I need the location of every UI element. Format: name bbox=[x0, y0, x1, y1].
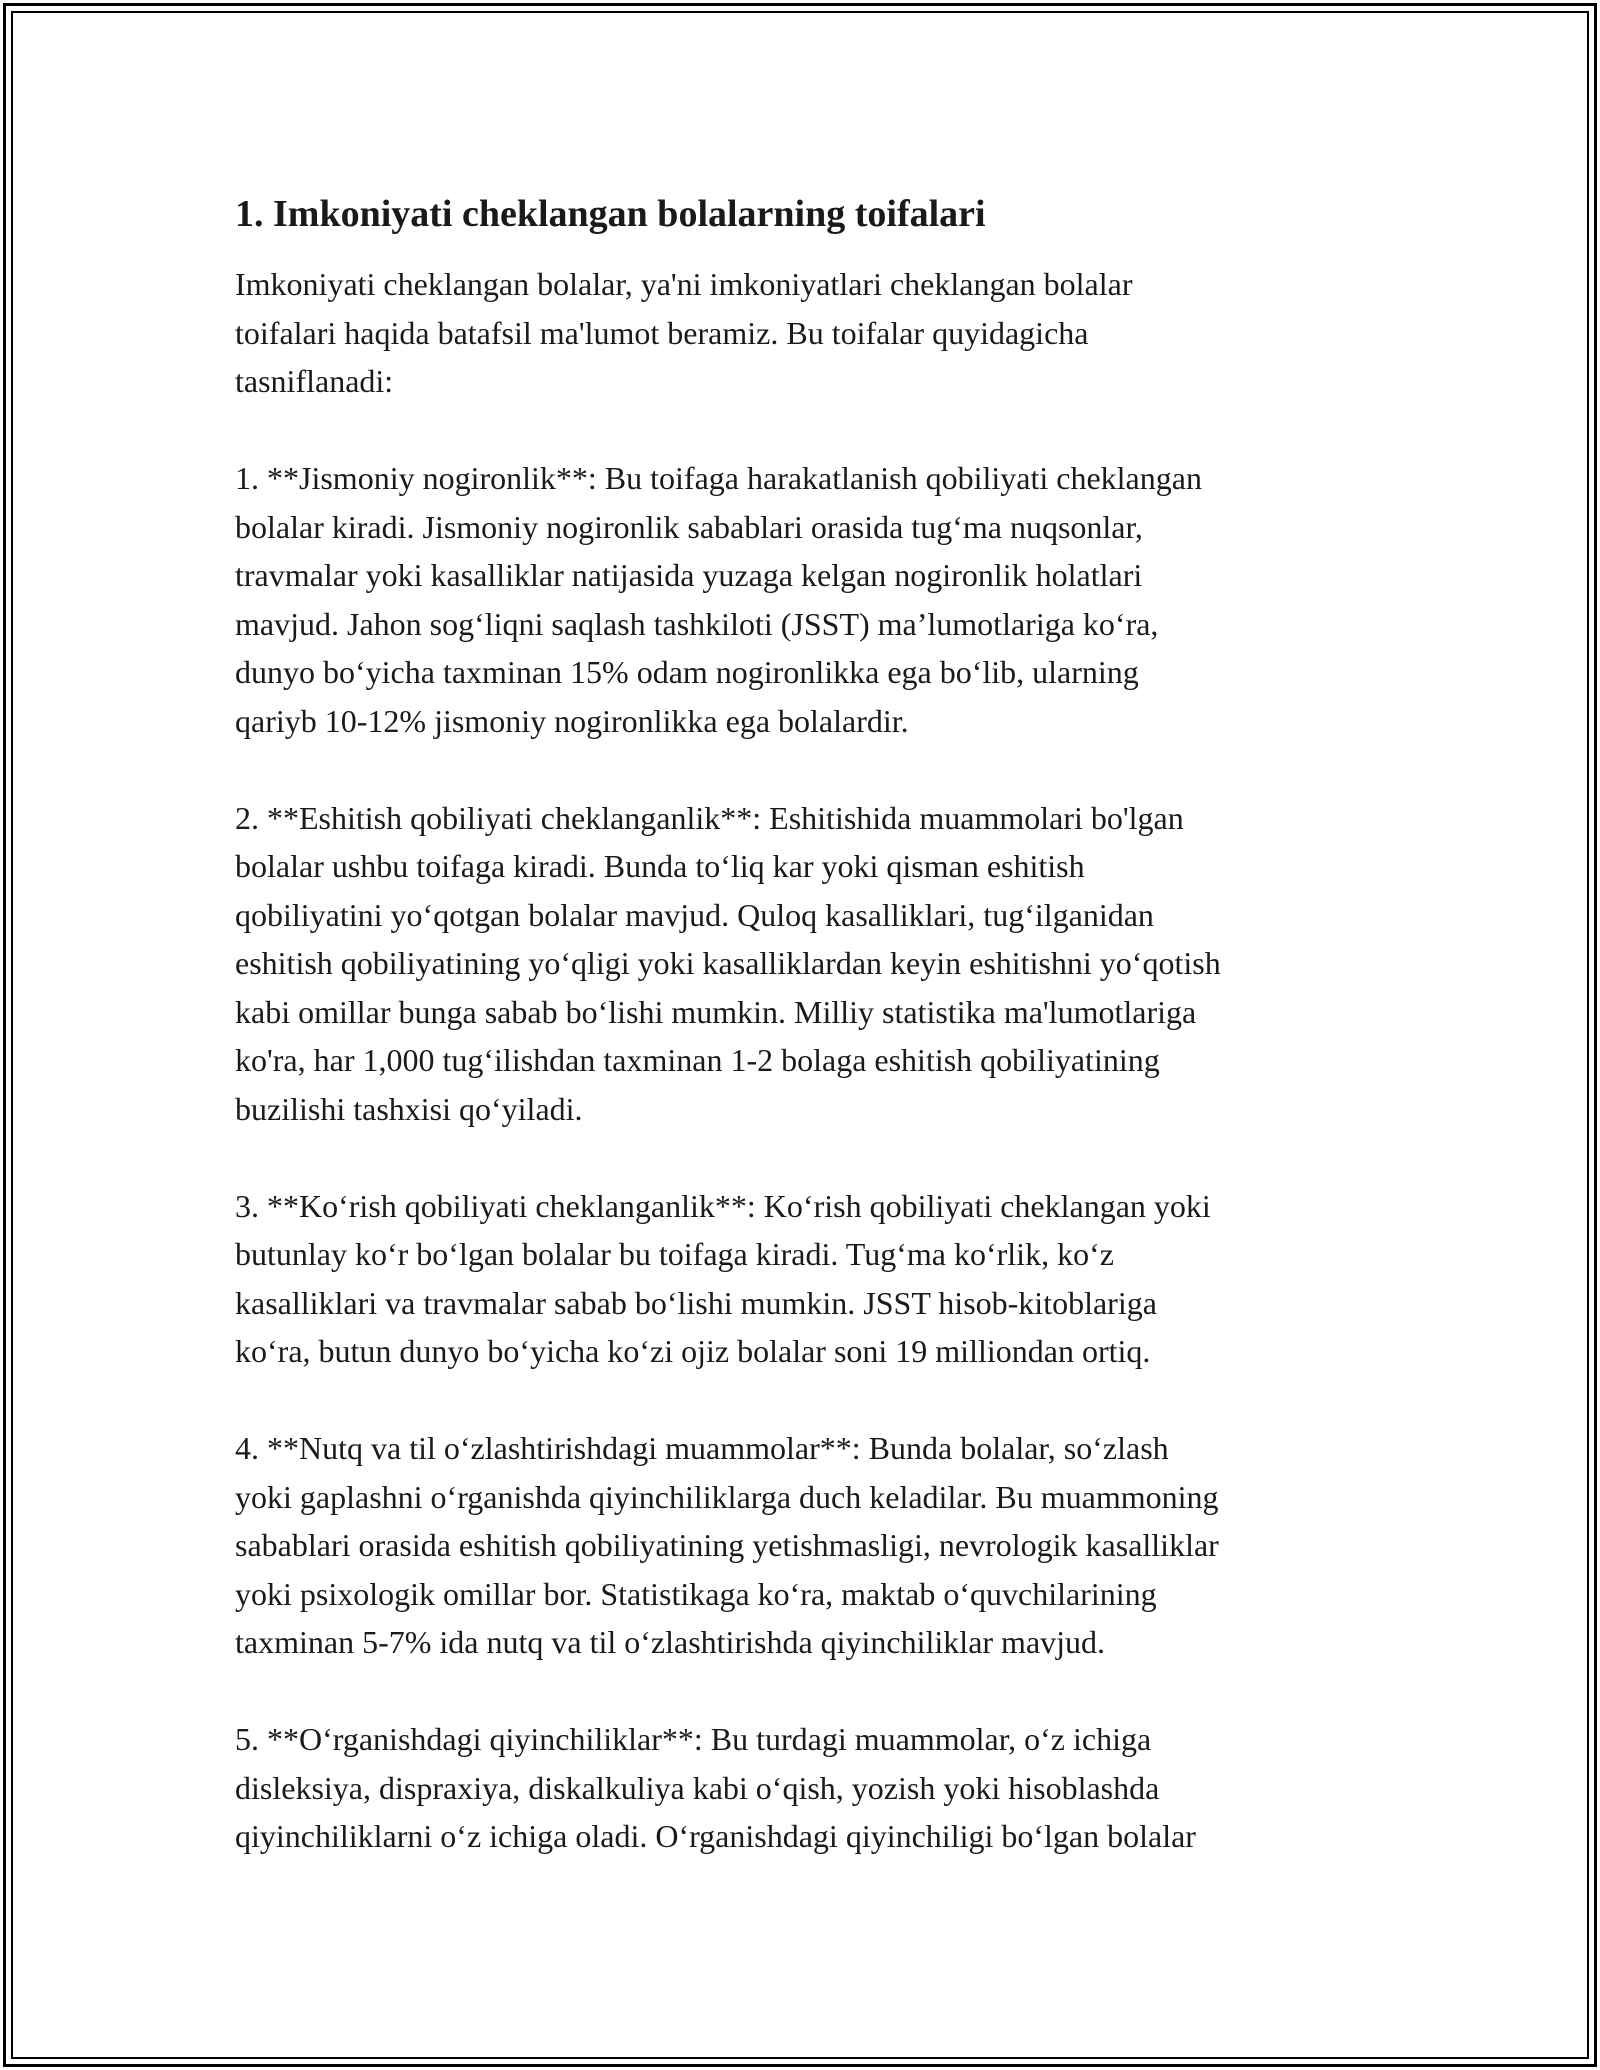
intro-paragraph: Imkoniyati cheklangan bolalar, ya'ni imkoniyatlari cheklangan bolalar toifalari haqida batafsil ma'lumot beramiz. Bu toifalar quyidagicha tasniflanadi: bbox=[235, 266, 1133, 399]
document-page bbox=[235, 185, 1385, 1861]
list-item-hearing-impairment: 2. **Eshitish qobiliyati cheklanganlik**: Eshitishida muammolari bo'lgan bolalar ushbu toifaga kiradi. Bunda to‘liq kar yoki qisman eshitish qobiliyatini yo‘qotgan bolalar mavjud. Quloq kasalliklari, tug‘ilganidan eshitish qobiliyatining yo‘qligi yoki kasalliklardan keyin eshitishni yo‘qotish kabi omillar bunga sabab bo‘lishi mumkin. Milliy statistika ma'lumotlariga ko'ra, har 1,000 tug‘ilishdan taxminan 1-2 bolaga eshitish qobiliyatining buzilishi tashxisi qo‘yiladi. bbox=[235, 799, 1221, 1127]
list-item-speech-language: 4. **Nutq va til o‘zlashtirishdagi muammolar**: Bunda bolalar, so‘zlash yoki gaplashni o‘rganishda qiyinchiliklarga duch keladilar. Bu muammoning sabablari orasida eshitish qobiliyatining yetishmasligi, nevrologik kasalliklar yoki psixologik omillar bor. Statistikaga ko‘ra, maktab o‘quvchilarining taxminan 5-7% ida nutq va til o‘zlashtirishda qiyinchiliklar mavjud. bbox=[235, 1430, 1219, 1660]
list-item-learning-difficulties: 5. **O‘rganishdagi qiyinchiliklar**: Bu turdagi muammolar, o‘z ichiga disleksiya, dispraxiya, diskalkuliya kabi o‘qish, yozish yoki hisoblashda qiyinchiliklarni o‘z ichiga oladi. O‘rganishdagi qiyinchiligi bo‘lgan bolalar bbox=[235, 1721, 1196, 1854]
document-heading: 1. Imkoniyati cheklangan bolalarning toifalari bbox=[235, 193, 986, 235]
list-item-visual-impairment: 3. **Ko‘rish qobiliyati cheklanganlik**: Ko‘rish qobiliyati cheklangan yoki butunlay ko‘r bo‘lgan bolalar bu toifaga kiradi. Tug‘ma ko‘rlik, ko‘z kasalliklari va travmalar sabab bo‘lishi mumkin. JSST hisob-kitoblariga ko‘ra, butun dunyo bo‘yicha ko‘zi ojiz bolalar soni 19 milliondan ortiq. bbox=[235, 1187, 1211, 1369]
list-item-physical-disability: 1. **Jismoniy nogironlik**: Bu toifaga harakatlanish qobiliyati cheklangan bolalar kiradi. Jismoniy nogironlik sabablari orasida tug‘ma nuqsonlar, travmalar yoki kasalliklar natijasida yuzaga kelgan nogironlik holatlari mavjud. Jahon sog‘liqni saqlash tashkiloti (JSST) ma’lumotlariga ko‘ra, dunyo bo‘yicha taxminan 15% odam nogironlikka ega bo‘lib, ularning qariyb 10-12% jismoniy nogironlikka ega bolalardir. bbox=[235, 460, 1202, 739]
